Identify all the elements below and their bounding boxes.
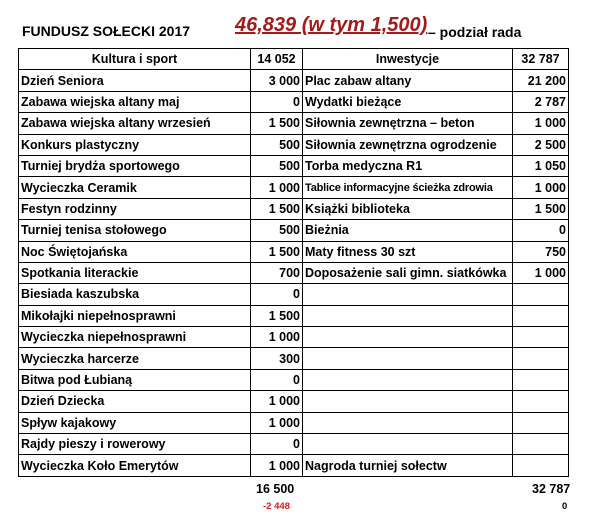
title-suffix: – podział rada — [428, 24, 522, 40]
activity-name: Biesiada kaszubska — [19, 284, 251, 305]
header-culture-sport: Kultura i sport — [19, 49, 251, 70]
table-row — [19, 305, 569, 326]
activity-name: Rajdy pieszy i rowerowy — [19, 434, 251, 455]
table-row — [19, 220, 569, 241]
table-header-row — [19, 49, 569, 70]
investment-name: Tablice informacyjne ścieżka zdrowia — [303, 177, 513, 198]
table-row — [19, 348, 569, 369]
investment-amount: 21 200 — [513, 70, 569, 91]
investment-name — [303, 284, 513, 305]
activity-amount: 0 — [251, 91, 303, 112]
header-investments: Inwestycje — [303, 49, 513, 70]
investment-name: Siłownia zewnętrzna – beton — [303, 113, 513, 134]
activity-name: Bitwa pod Łubianą — [19, 369, 251, 390]
activity-amount: 1 000 — [251, 391, 303, 412]
table-row — [19, 241, 569, 262]
investment-name: Torba medyczna R1 — [303, 155, 513, 176]
activity-name: Zabawa wiejska altany wrzesień — [19, 113, 251, 134]
investment-amount: 0 — [513, 220, 569, 241]
activity-amount: 0 — [251, 369, 303, 390]
activity-name: Dzień Dziecka — [19, 391, 251, 412]
investment-amount — [513, 305, 569, 326]
sport-difference: -2 448 — [263, 501, 290, 512]
investment-name: Wydatki bieżące — [303, 91, 513, 112]
activity-amount: 1 500 — [251, 113, 303, 134]
investment-amount: 2 500 — [513, 134, 569, 155]
activity-name: Wycieczka Ceramik — [19, 177, 251, 198]
table-row — [19, 70, 569, 91]
table-row — [19, 327, 569, 348]
activity-name: Noc Świętojańska — [19, 241, 251, 262]
activity-name: Zabawa wiejska altany maj — [19, 91, 251, 112]
activity-amount: 1 000 — [251, 327, 303, 348]
investment-amount: 1 500 — [513, 198, 569, 219]
activity-amount: 1 000 — [251, 177, 303, 198]
investment-amount: 1 050 — [513, 155, 569, 176]
activity-name: Mikołajki niepełnosprawni — [19, 305, 251, 326]
table-row — [19, 91, 569, 112]
sport-total: 16 500 — [256, 482, 295, 496]
table-row — [19, 177, 569, 198]
activity-amount: 1 500 — [251, 241, 303, 262]
activity-name: Turniej brydża sportowego — [19, 155, 251, 176]
document-title — [22, 6, 592, 42]
investment-name — [303, 434, 513, 455]
investment-amount — [513, 412, 569, 433]
header-culture-sport-amount: 14 052 — [251, 49, 303, 70]
investment-amount: 1 000 — [513, 262, 569, 283]
investment-amount: 1 000 — [513, 113, 569, 134]
investment-amount — [513, 327, 569, 348]
investment-name: Doposażenie sali gimn. siatkówka — [303, 262, 513, 283]
table-row — [19, 391, 569, 412]
activity-name: Spotkania literackie — [19, 262, 251, 283]
activity-name: Festyn rodzinny — [19, 198, 251, 219]
budget-table — [18, 48, 569, 477]
title-prefix: FUNDUSZ SOŁECKI 2017 — [22, 23, 191, 39]
table-row — [19, 455, 569, 476]
title-amount: 46,839 (w tym 1,500) — [235, 14, 428, 36]
investment-name: Książki biblioteka — [303, 198, 513, 219]
investment-amount: 2 787 — [513, 91, 569, 112]
investment-amount — [513, 391, 569, 412]
activity-name: Dzień Seniora — [19, 70, 251, 91]
activity-amount: 500 — [251, 220, 303, 241]
investment-name — [303, 348, 513, 369]
activity-name: Wycieczka niepełnosprawni — [19, 327, 251, 348]
investment-name: Plac zabaw altany — [303, 70, 513, 91]
investment-amount — [513, 348, 569, 369]
investment-name: Nagroda turniej sołectw — [303, 455, 513, 476]
table-row — [19, 412, 569, 433]
activity-amount: 1 500 — [251, 305, 303, 326]
table-row — [19, 262, 569, 283]
activity-amount: 500 — [251, 155, 303, 176]
activity-amount: 3 000 — [251, 70, 303, 91]
table-row — [19, 198, 569, 219]
activity-amount: 1 500 — [251, 198, 303, 219]
activity-name: Wycieczka Koło Emerytów — [19, 455, 251, 476]
investment-amount — [513, 434, 569, 455]
investment-amount: 750 — [513, 241, 569, 262]
table-row — [19, 134, 569, 155]
activity-amount: 0 — [251, 434, 303, 455]
header-investments-amount: 32 787 — [513, 49, 569, 70]
activity-name: Spływ kajakowy — [19, 412, 251, 433]
investment-name — [303, 391, 513, 412]
activity-amount: 1 000 — [251, 455, 303, 476]
investment-amount — [513, 369, 569, 390]
activity-amount: 500 — [251, 134, 303, 155]
activity-amount: 0 — [251, 284, 303, 305]
investments-total: 32 787 — [532, 482, 571, 496]
activity-amount: 1 000 — [251, 412, 303, 433]
investment-name — [303, 412, 513, 433]
investments-difference: 0 — [562, 501, 568, 512]
investment-name: Bieżnia — [303, 220, 513, 241]
table-row — [19, 155, 569, 176]
investment-name — [303, 305, 513, 326]
investment-amount — [513, 455, 569, 476]
investment-name — [303, 327, 513, 348]
activity-amount: 300 — [251, 348, 303, 369]
investment-amount: 1 000 — [513, 177, 569, 198]
table-row — [19, 284, 569, 305]
activity-name: Wycieczka harcerze — [19, 348, 251, 369]
investment-name: Maty fitness 30 szt — [303, 241, 513, 262]
activity-name: Turniej tenisa stołowego — [19, 220, 251, 241]
table-row — [19, 369, 569, 390]
activity-amount: 700 — [251, 262, 303, 283]
investment-name: Siłownia zewnętrzna ogrodzenie — [303, 134, 513, 155]
investment-amount — [513, 284, 569, 305]
table-row — [19, 113, 569, 134]
activity-name: Konkurs plastyczny — [19, 134, 251, 155]
table-row — [19, 434, 569, 455]
investment-name — [303, 369, 513, 390]
